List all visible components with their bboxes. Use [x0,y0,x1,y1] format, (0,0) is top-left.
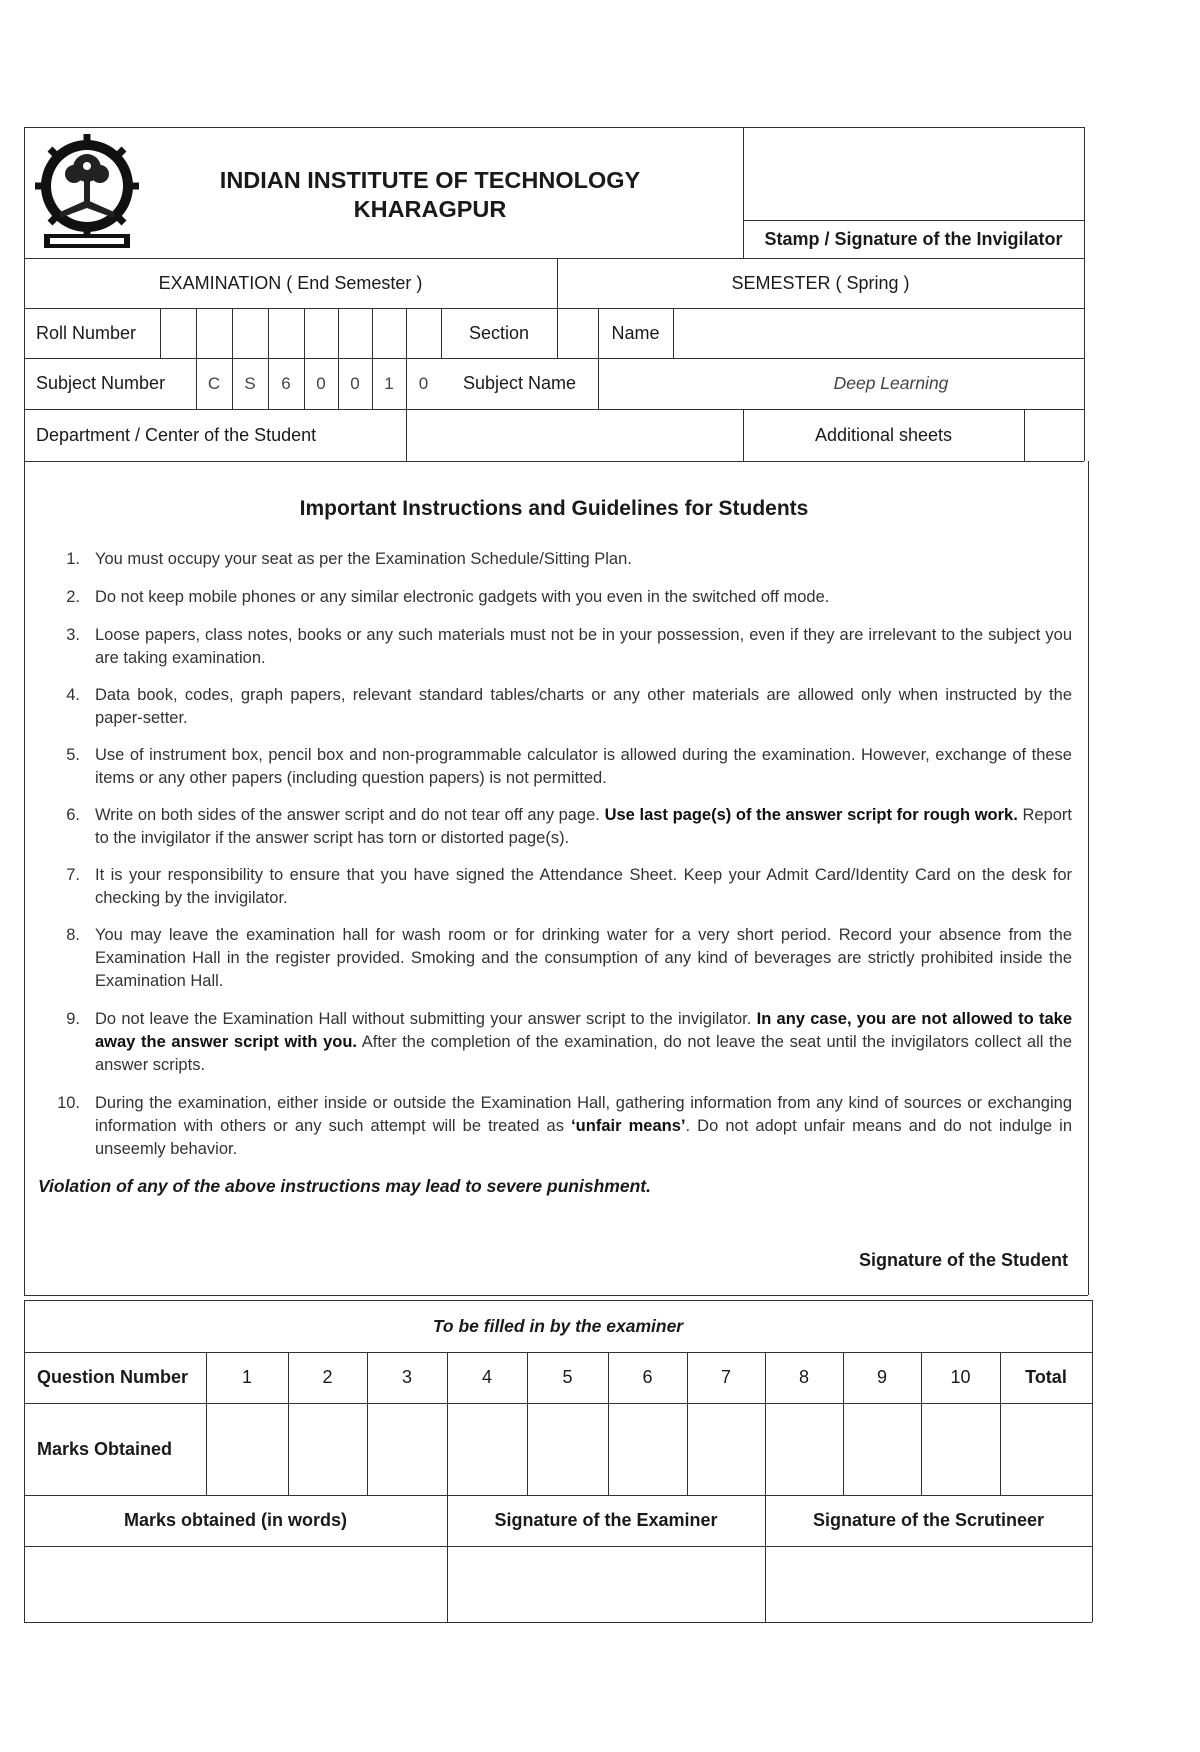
examiner-signature-input[interactable] [447,1546,765,1622]
examiner-signature-label: Signature of the Examiner [494,1510,718,1530]
institute-name: INDIAN INSTITUTE OF TECHNOLOGY [219,167,641,193]
question-number: 9 [876,1367,887,1387]
scrutineer-signature-label: Signature of the Scrutineer [812,1510,1045,1530]
question-number: 5 [562,1367,573,1387]
marks-obtained-label: Marks Obtained [37,1438,173,1459]
name-label: Name [611,322,660,343]
roll-number-label: Roll Number [36,322,137,343]
total-label: Total [1025,1367,1067,1387]
marks-cell[interactable] [527,1403,608,1495]
question-number: 1 [241,1367,252,1387]
subject-name-value: Deep Learning [833,373,949,393]
examiner-section-title: To be filled in by the examiner [432,1315,684,1336]
question-number: 3 [401,1367,412,1387]
invigilator-signature-label: Stamp / Signature of the Invigilator [764,228,1063,249]
subject-digit: C [207,373,221,393]
marks-cell[interactable] [447,1403,527,1495]
marks-cell[interactable] [367,1403,447,1495]
marks-in-words-label: Marks obtained (in words) [123,1510,348,1530]
question-number: 7 [720,1367,731,1387]
instructions-title: Important Instructions and Guidelines for Students [299,497,809,520]
marks-cell[interactable] [687,1403,765,1495]
violation-warning: Violation of any of the above instructions may lead to severe punishment. [38,1176,651,1196]
subject-number-label: Subject Number [36,373,166,393]
subject-digit: 6 [281,373,291,393]
subject-digit: 1 [384,373,394,393]
question-number: 2 [322,1367,333,1387]
semester-label: SEMESTER ( Spring ) [731,272,910,293]
question-number: 10 [950,1367,971,1387]
department-label: Department / Center of the Student [36,424,317,445]
scrutineer-signature-input[interactable] [765,1546,1092,1622]
subject-digit: S [244,373,256,393]
total-marks-cell[interactable] [1000,1403,1092,1495]
marks-cell[interactable] [843,1403,921,1495]
marks-cell[interactable] [765,1403,843,1495]
additional-sheets-label: Additional sheets [814,424,953,445]
section-label: Section [468,322,530,343]
question-number-label: Question Number [37,1367,189,1387]
subject-name-label: Subject Name [462,373,577,393]
examination-type-label: EXAMINATION ( End Semester ) [158,272,423,293]
subject-digit: 0 [316,373,326,393]
marks-cell[interactable] [921,1403,1000,1495]
question-number: 4 [481,1367,492,1387]
marks-in-words-input[interactable] [24,1546,447,1622]
student-signature-label: Signature of the Student [859,1250,1068,1270]
marks-cell[interactable] [206,1403,288,1495]
subject-digit: 0 [350,373,360,393]
marks-cell[interactable] [608,1403,687,1495]
subject-digit: 0 [418,373,429,393]
marks-cell[interactable] [288,1403,367,1495]
institute-location: KHARAGPUR [353,196,507,222]
question-number: 8 [798,1367,809,1387]
question-number: 6 [642,1367,653,1387]
